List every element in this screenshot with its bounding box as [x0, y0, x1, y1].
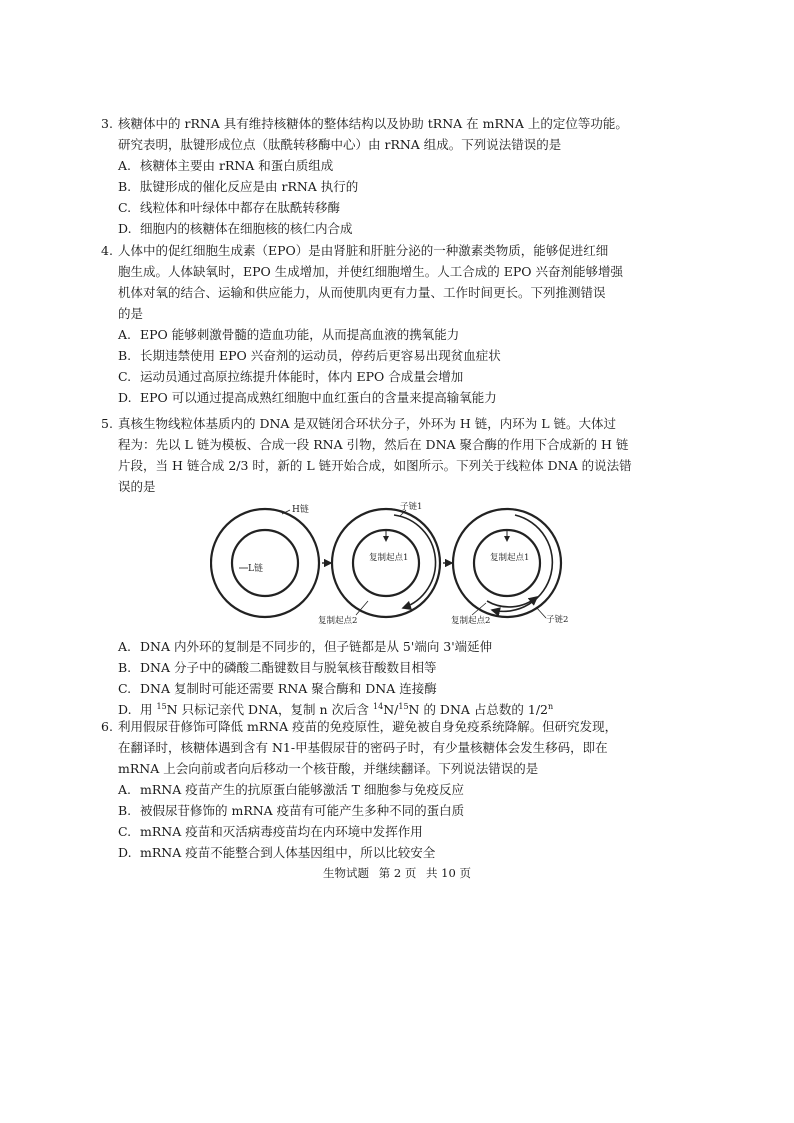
dna-circle-l-replication [451, 509, 568, 626]
option-b: B. 肽键形成的催化反应是由 rRNA 执行的 [118, 179, 359, 194]
option-b: B. 长期违禁使用 EPO 兴奋剂的运动员，停药后更容易出现贫血症状 [118, 348, 501, 363]
question-number: 6. [101, 719, 113, 734]
daughter-1-label: 子链1 [400, 502, 423, 512]
option-b: B. DNA 分子中的磷酸二酯键数目与脱氧核苷酸数目相等 [118, 660, 437, 675]
stem-line: 核糖体中的 rRNA 具有维持核糖体的整体结构以及协助 tRNA 在 mRNA 上的定位等功能。 [118, 116, 628, 131]
stem-line: 误的是 [118, 479, 156, 494]
stem-line: 研究表明，肽键形成位点（肽酰转移酶中心）由 rRNA 组成。下列说法错误的是 [118, 137, 562, 152]
origin-2-label: 复制起点2 [318, 616, 358, 626]
option-a: A. EPO 能够刺激骨髓的造血功能，从而提高血液的携氧能力 [118, 327, 460, 342]
question-6 [101, 716, 678, 863]
question-3 [101, 113, 678, 239]
l-chain-label: L链 [248, 564, 263, 574]
question-4 [101, 240, 678, 408]
option-d: D. 细胞内的核糖体在细胞核的核仁内合成 [118, 221, 353, 236]
dna-circle-initial [211, 503, 319, 617]
option-a: A. mRNA 疫苗产生的抗原蛋白能够激活 T 细胞参与免疫反应 [118, 782, 464, 797]
option-b: B. 被假尿苷修饰的 mRNA 疫苗有可能产生多种不同的蛋白质 [118, 803, 465, 818]
question-stem [118, 240, 678, 324]
stem-line: 胞生成。人体缺氧时，EPO 生成增加，并使红细胞增生。人工合成的 EPO 兴奋剂能够增强 [118, 264, 623, 279]
footer-total: 共 10 页 [426, 866, 471, 880]
stem-line: mRNA 上会向前或者向后移动一个核苷酸，并继续翻译。下列说法错误的是 [118, 761, 539, 776]
option-c: C. 线粒体和叶绿体中都存在肽酰转移酶 [118, 200, 341, 215]
question-stem [118, 413, 678, 497]
option-a: A. DNA 内外环的复制是不同步的，但子链都是从 5'端向 3'端延伸 [118, 639, 493, 654]
option-a: A. 核糖体主要由 rRNA 和蛋白质组成 [118, 158, 334, 173]
stem-line: 在翻译时，核糖体遇到含有 N1-甲基假尿苷的密码子时，有少量核糖体会发生移码，即在 [118, 740, 608, 755]
footer-page: 第 2 页 [378, 866, 417, 880]
stem-line: 人体中的促红细胞生成素（EPO）是由肾脏和肝脏分泌的一种激素类物质，能够促进红细 [118, 243, 609, 258]
stem-line: 利用假尿苷修饰可降低 mRNA 疫苗的免疫原性，避免被自身免疫系统降解。但研究发现， [118, 719, 618, 734]
origin-1-label: 复制起点1 [490, 553, 530, 563]
stem-line: 片段，当 H 链合成 2/3 时，新的 L 链开始合成，如图所示。下列关于线粒体 DNA 的说法错 [118, 458, 632, 473]
origin-2-label: 复制起点2 [451, 616, 491, 626]
stem-line: 的是 [118, 306, 144, 321]
question-number: 4. [101, 243, 113, 258]
origin-1-label: 复制起点1 [369, 553, 409, 563]
option-c: C. 运动员通过高原拉练提升体能时，体内 EPO 合成量会增加 [118, 369, 464, 384]
option-list [118, 779, 678, 863]
option-d: D. 用 $^{15}$N 只标记亲代 DNA，复制 n 次后含 $^{14}$N/$^{15}$N 的 DNA 占总数的 1/2$^n$ [118, 701, 554, 717]
daughter-strand-2 [487, 597, 537, 607]
footer-subject: 生物试题 [323, 866, 370, 880]
option-list [118, 155, 678, 239]
mtdna-replication-figure [210, 497, 580, 629]
option-c: C. mRNA 疫苗和灭活病毒疫苗均在内环境中发挥作用 [118, 824, 423, 839]
option-d: D. EPO 可以通过提高成熟红细胞中血红蛋白的含量来提高输氧能力 [118, 390, 497, 405]
question-number: 5. [101, 416, 113, 431]
option-list [118, 324, 678, 408]
question-stem [118, 716, 678, 779]
option-list [118, 636, 678, 720]
daughter-2-label: 子链2 [546, 615, 569, 625]
question-stem [118, 113, 678, 155]
h-chain-label: H链 [292, 505, 309, 515]
question-number: 3. [101, 116, 113, 131]
dna-circle-h-replication [318, 501, 440, 626]
stem-line: 机体对氧的结合、运输和供应能力，从而使肌肉更有力量、工作时间更长。下列推测错误 [118, 285, 606, 300]
stem-line: 真核生物线粒体基质内的 DNA 是双链闭合环状分子，外环为 H 链，内环为 L 链。大体过 [118, 416, 617, 431]
option-d: D. mRNA 疫苗不能整合到人体基因组中，所以比较安全 [118, 845, 436, 860]
stem-line: 程为：先以 L 链为模板、合成一段 RNA 引物，然后在 DNA 聚合酶的作用下合成新的 H 链 [118, 437, 629, 452]
page-footer [0, 865, 794, 881]
option-c: C. DNA 复制时可能还需要 RNA 聚合酶和 DNA 连接酶 [118, 681, 437, 696]
